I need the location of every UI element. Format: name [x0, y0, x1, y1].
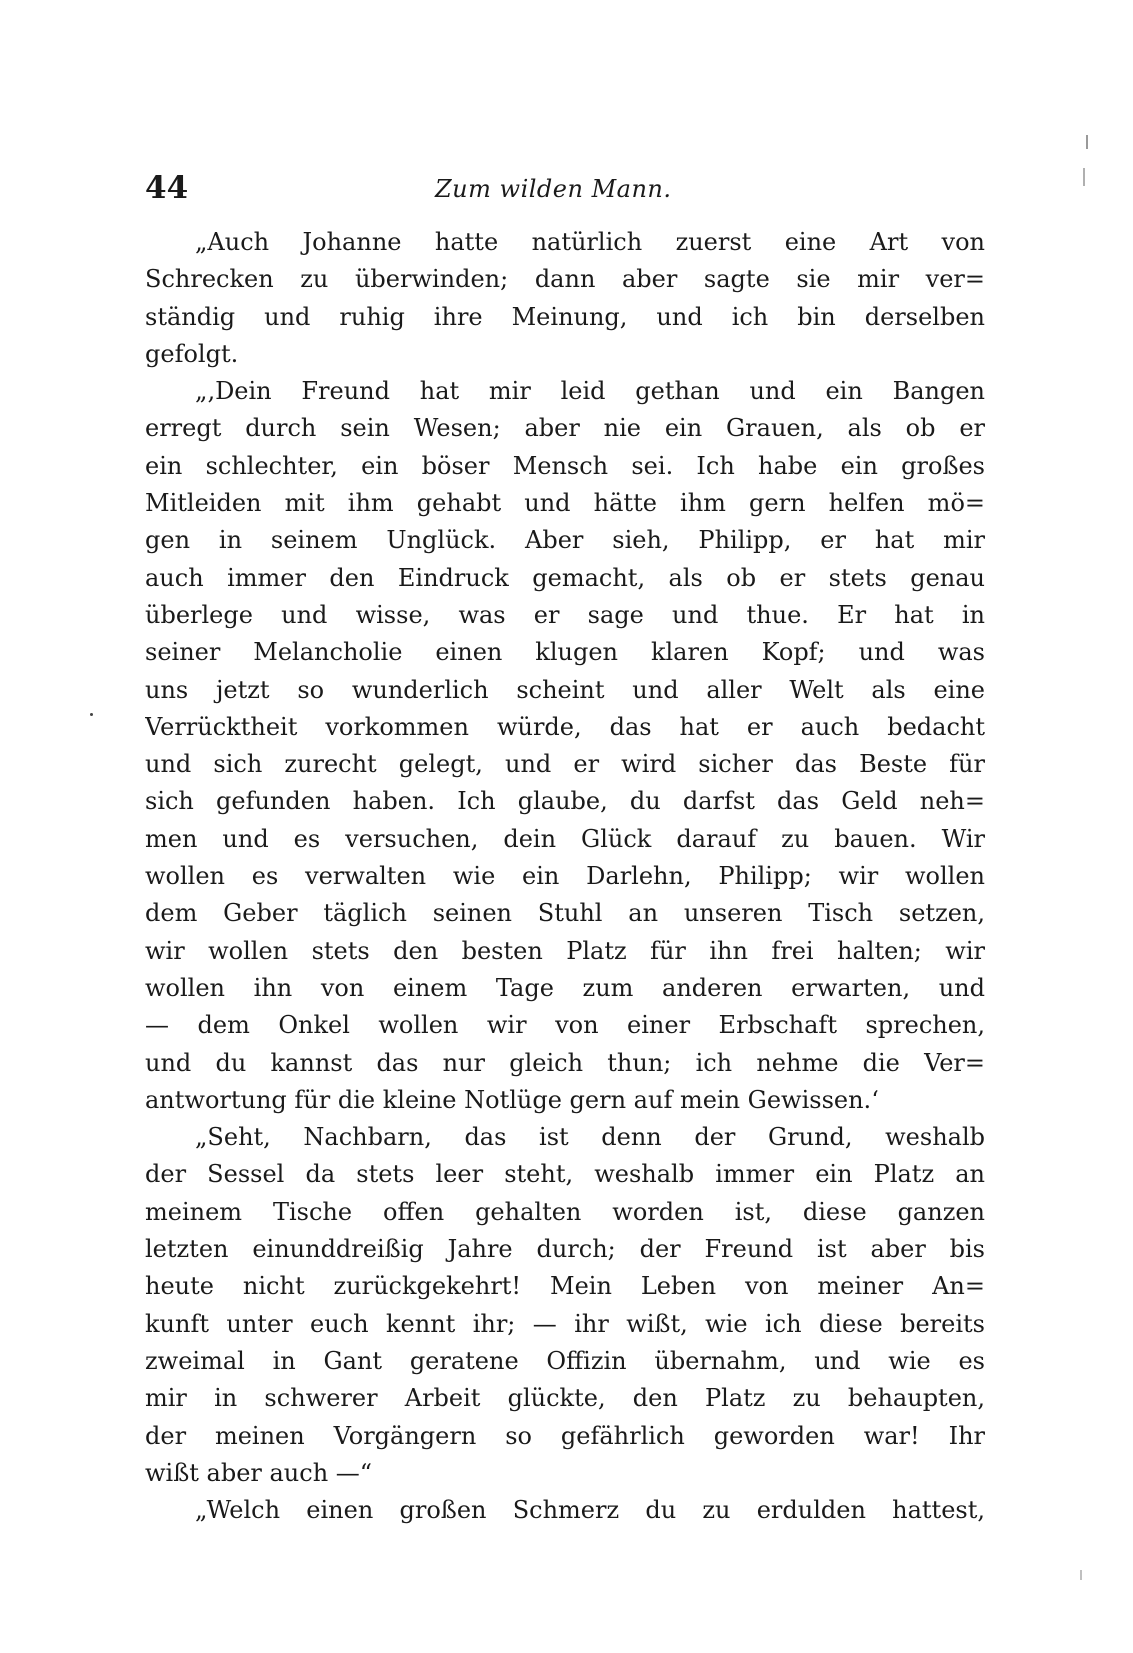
text-line: antwortung für die kleine Notlüge gern auf mein Gewissen.‘ [145, 1085, 879, 1114]
running-title: Zum wilden Mann. [435, 175, 672, 203]
text-line: zweimal in Gant geratene Offizin übernahm, und wie es [145, 1346, 985, 1375]
text-line: kunft unter euch kennt ihr; — ihr wißt, wie ich diese bereits [145, 1309, 985, 1338]
text-line: „‚Dein Freund hat mir leid gethan und ein Bangen [195, 377, 985, 406]
text-line: wir wollen stets den besten Platz für ihn frei halten; wir [145, 936, 985, 965]
text-line: wißt aber auch —“ [145, 1458, 373, 1487]
margin-mark [1083, 168, 1085, 186]
text-line: „Auch Johanne hatte natürlich zuerst eine Art von [195, 228, 985, 256]
text-line: der meinen Vorgängern so gefährlich geworden war! Ihr [145, 1421, 985, 1450]
margin-mark [1080, 1570, 1082, 1580]
text-line: gen in seinem Unglück. Aber sieh, Philipp, er hat mir [145, 526, 985, 555]
text-line: wollen ihn von einem Tage zum anderen erwarten, und [145, 973, 985, 1002]
text-line: Schrecken zu überwinden; dann aber sagte sie mir ver= [145, 265, 985, 294]
margin-speck [90, 713, 93, 716]
text-line: gefolgt. [145, 339, 239, 368]
text-line: Verrücktheit vorkommen würde, das hat er auch bedacht [145, 712, 985, 741]
text-line: „Welch einen großen Schmerz du zu erdulden hattest, [195, 1496, 985, 1525]
text-line: ein schlechter, ein böser Mensch sei. Ich habe ein großes [145, 451, 985, 480]
text-line: wollen es verwalten wie ein Darlehn, Philipp; wir wollen [145, 862, 985, 891]
page-number: 44 [145, 170, 189, 206]
text-line: sich gefunden haben. Ich glaube, du darfst das Geld neh= [145, 787, 985, 816]
text-line: heute nicht zurückgekehrt! Mein Leben von meiner An= [145, 1272, 985, 1301]
text-line: mir in schwerer Arbeit glückte, den Platz zu behaupten, [145, 1384, 985, 1413]
text-line: Mitleiden mit ihm gehabt und hätte ihm gern helfen mö= [145, 489, 985, 518]
body-text [145, 224, 985, 1529]
text-line: dem Geber täglich seinen Stuhl an unseren Tisch setzen, [145, 899, 985, 928]
text-line: überlege und wisse, was er sage und thue. Er hat in [145, 600, 985, 629]
text-line: letzten einunddreißig Jahre durch; der Freund ist aber bis [145, 1235, 985, 1264]
text-line: „Seht, Nachbarn, das ist denn der Grund, weshalb [195, 1123, 985, 1152]
running-head [145, 170, 985, 210]
text-line: und du kannst das nur gleich thun; ich nehme die Ver= [145, 1048, 985, 1077]
text-line: men und es versuchen, dein Glück darauf zu bauen. Wir [145, 824, 985, 853]
margin-mark [1086, 135, 1088, 149]
text-line: meinem Tische offen gehalten worden ist, diese ganzen [145, 1197, 985, 1226]
text-line: — dem Onkel wollen wir von einer Erbschaft sprechen, [145, 1011, 985, 1040]
text-line: der Sessel da stets leer steht, weshalb immer ein Platz an [145, 1160, 985, 1189]
text-line: seiner Melancholie einen klugen klaren Kopf; und was [145, 638, 985, 667]
text-line: uns jetzt so wunderlich scheint und aller Welt als eine [145, 675, 985, 704]
text-line: erregt durch sein Wesen; aber nie ein Grauen, als ob er [145, 414, 985, 443]
text-line: auch immer den Eindruck gemacht, als ob er stets genau [145, 563, 985, 592]
text-line: ständig und ruhig ihre Meinung, und ich bin derselben [145, 302, 985, 331]
text-line: und sich zurecht gelegt, und er wird sicher das Beste für [145, 750, 985, 779]
